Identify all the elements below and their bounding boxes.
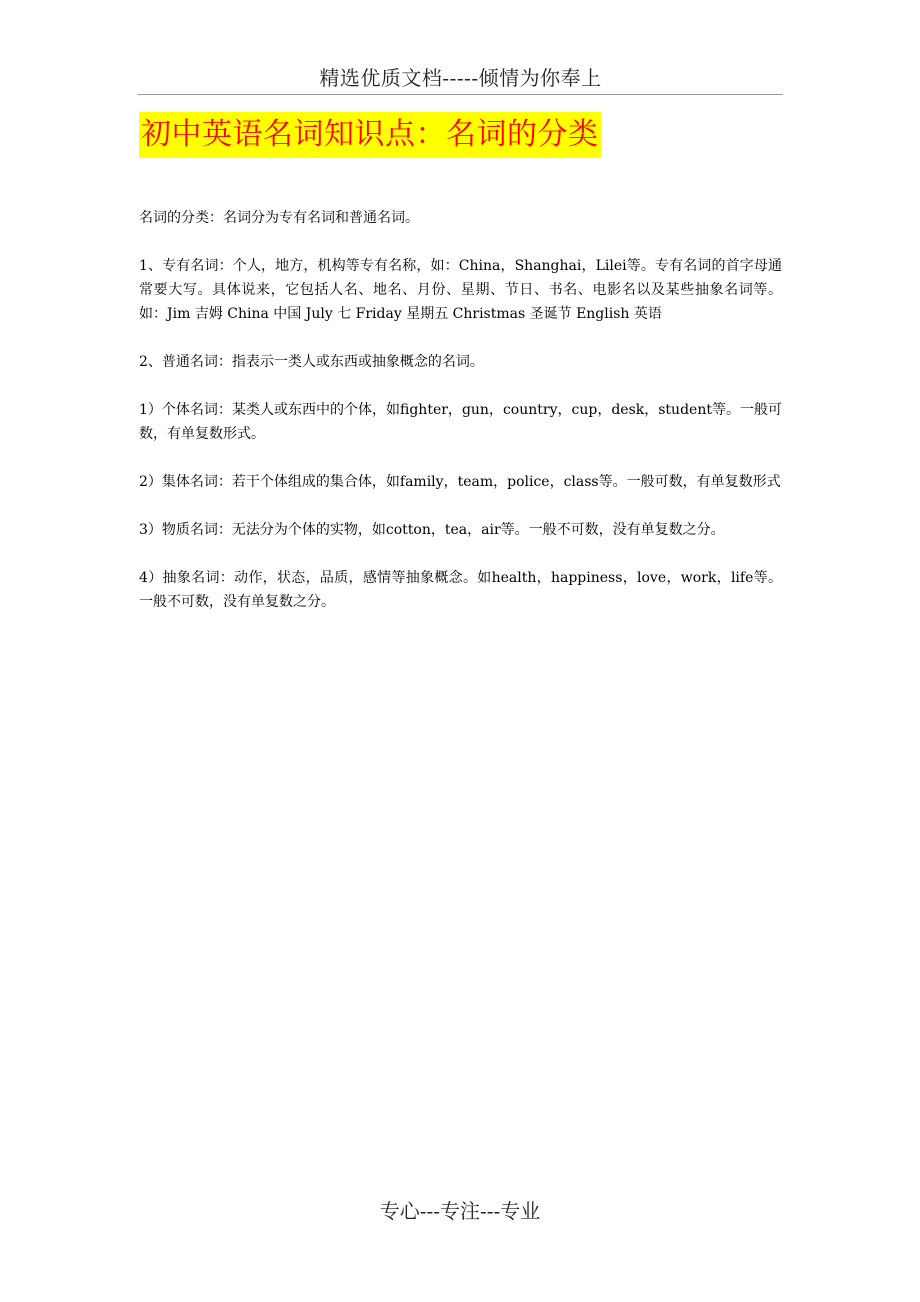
paragraph-abstract-nouns: 4）抽象名词：动作，状态，品质，感情等抽象概念。如health，happiness，love，work，life等。一般不可数，没有单复数之分。 (139, 570, 782, 610)
paragraph-proper-nouns: 1、专有名词：个人，地方，机构等专有名称，如：China，Shanghai，Lilei等。专有名词的首字母通常要大写。具体说来，它包括人名、地名、月份、星期、节日、书名、电影名以及某些抽象名词等。如：Jim 吉姆 China 中国 July 七 Friday 星期五 Christmas 圣诞节 English 英语 (139, 258, 782, 322)
title-block (139, 112, 601, 158)
header-text: 精选优质文档-----倾情为你奉上 (319, 66, 602, 90)
paragraph-collective-nouns: 2）集体名词：若干个体组成的集合体，如family，team，police，class等。一般可数，有单复数形式 (139, 474, 781, 490)
page-header (138, 62, 783, 95)
footer-text: 专心---专注---专业 (379, 1199, 541, 1223)
paragraph-common-nouns: 2、普通名词：指表示一类人或东西或抽象概念的名词。 (139, 354, 484, 370)
document-body (139, 206, 782, 638)
paragraph-intro: 名词的分类：名词分为专有名词和普通名词。 (139, 210, 419, 226)
paragraph-material-nouns: 3）物质名词：无法分为个体的实物，如cotton，tea，air等。一般不可数，没有单复数之分。 (139, 522, 725, 538)
page-footer (0, 1196, 920, 1226)
document-title: 初中英语名词知识点：名词的分类 (139, 112, 601, 158)
paragraph-individual-nouns: 1）个体名词：某类人或东西中的个体，如fighter，gun，country，cup，desk，student等。一般可数，有单复数形式。 (139, 402, 782, 442)
